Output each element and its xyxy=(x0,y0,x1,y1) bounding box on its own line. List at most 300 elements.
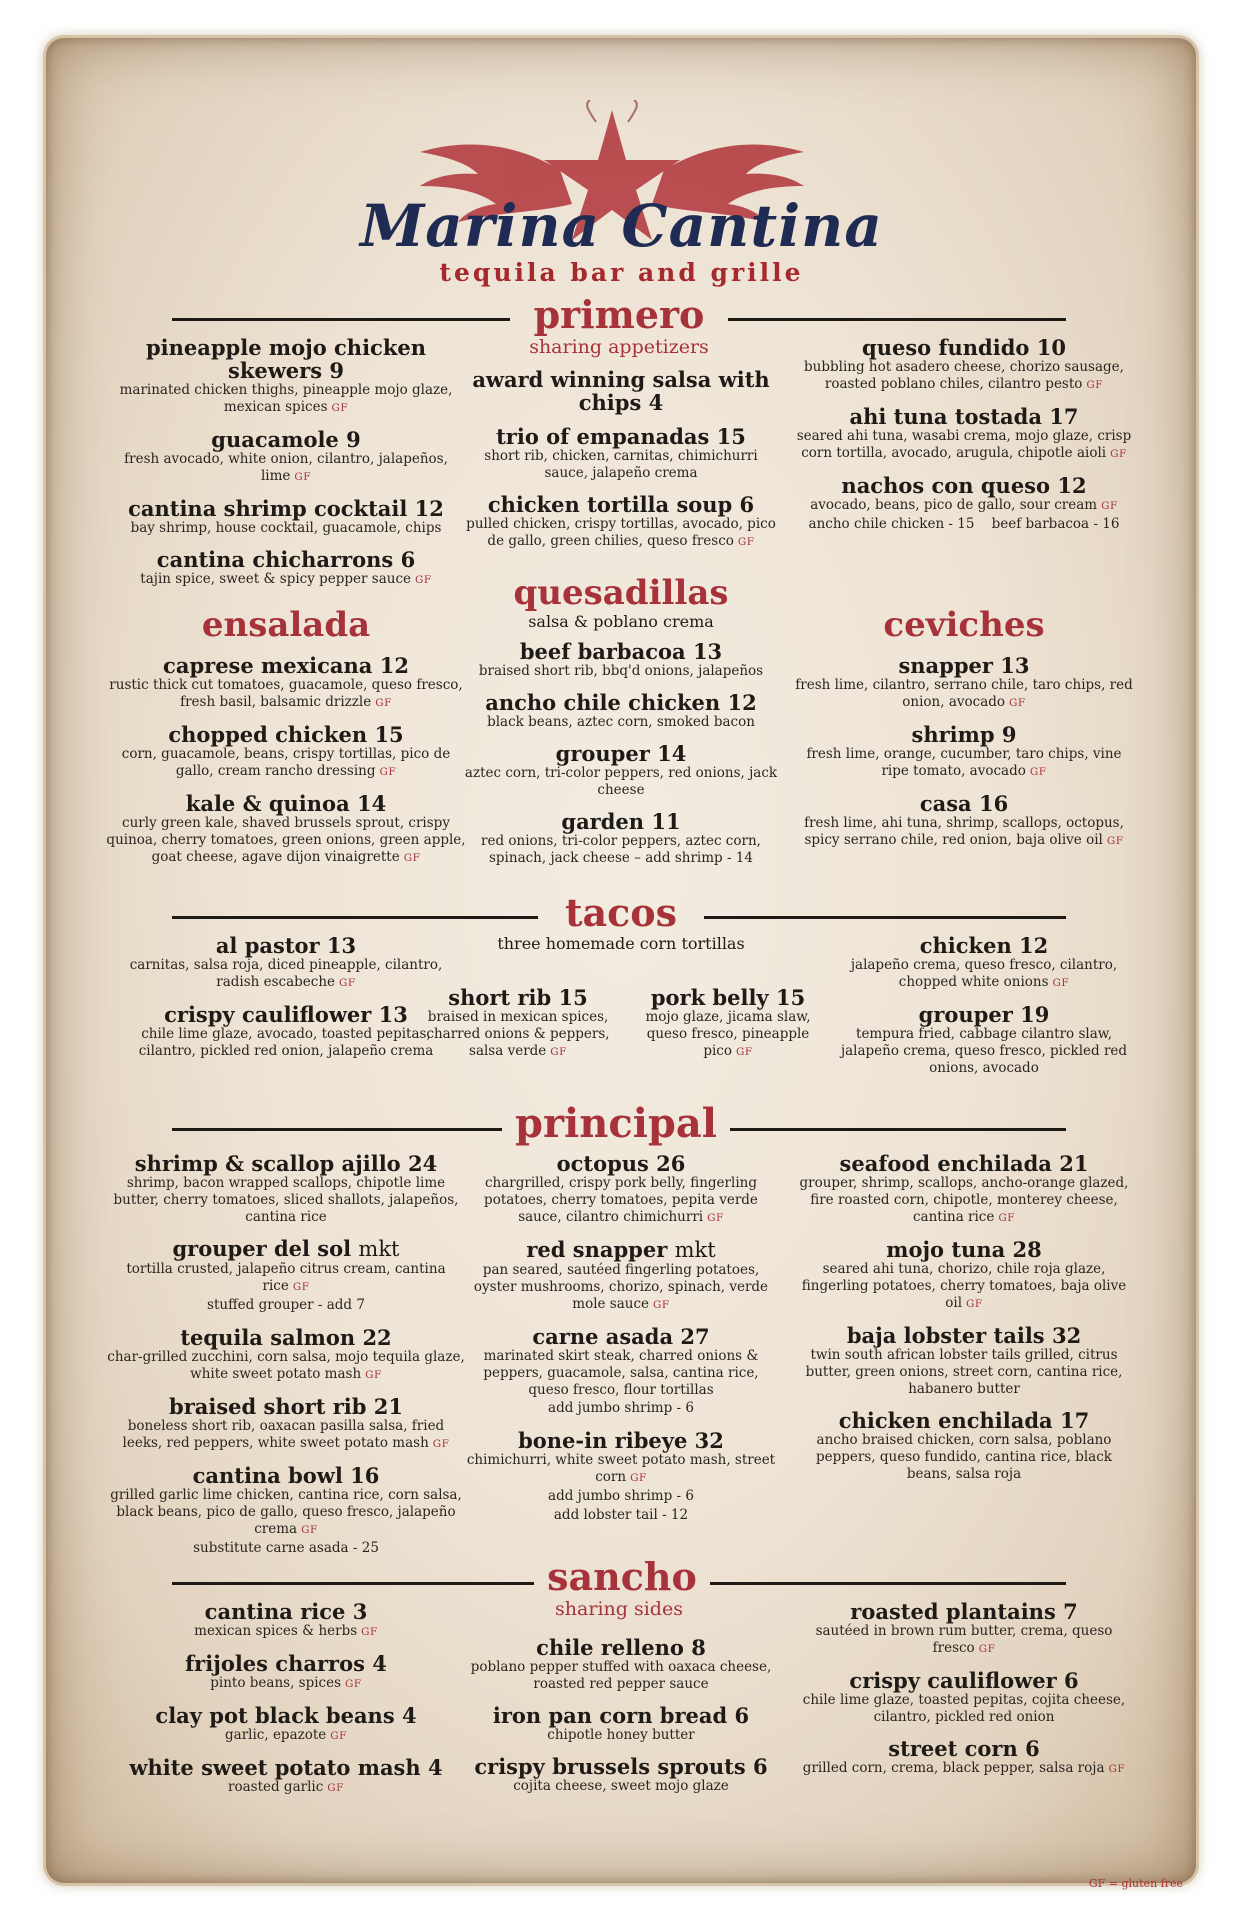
gluten-free-badge: GF xyxy=(345,1678,362,1690)
item-description-text: jalapeño crema, queso fresco, cilantro, chopped white onions xyxy=(850,957,1118,990)
item-name: kale & quinoa xyxy=(185,791,350,816)
gluten-free-badge: GF xyxy=(1009,697,1026,709)
divider-rule xyxy=(172,916,538,919)
item-name-row xyxy=(792,1600,1136,1623)
item-price: 32 xyxy=(1051,1323,1082,1348)
item-name: chopped chicken xyxy=(168,722,368,747)
item-name: queso fundido xyxy=(862,335,1030,360)
item-addon: stuffed grouper - add 7 xyxy=(207,1297,365,1313)
item-price: mkt xyxy=(674,1238,716,1262)
item-description-text: rustic thick cut tomatoes, guacamole, queso fresco, fresh basil, balsamic drizzle xyxy=(109,677,463,710)
item-name-row xyxy=(462,1636,780,1659)
item-name-row xyxy=(792,1324,1136,1347)
divider-rule xyxy=(172,1128,502,1131)
item-description-text: pinto beans, spices xyxy=(210,1675,342,1691)
item-description xyxy=(106,746,466,781)
item-name-row xyxy=(112,428,460,451)
item-price: 6 xyxy=(753,1754,768,1779)
gluten-free-badge: GF xyxy=(379,766,397,778)
menu-item xyxy=(792,1669,1136,1726)
item-name: bone-in ribeye xyxy=(518,1428,688,1453)
item-name: pineapple mojo chicken skewers xyxy=(145,335,427,383)
item-description xyxy=(792,1432,1136,1483)
item-name-row xyxy=(462,1755,780,1778)
item-description xyxy=(792,1175,1136,1227)
item-name: garden xyxy=(561,809,645,834)
menu-item xyxy=(112,934,460,992)
item-name: grouper xyxy=(555,741,650,766)
tacos-left-column xyxy=(112,934,460,1071)
item-price: 16 xyxy=(350,1463,380,1488)
section-subtitle-tacos: three homemade corn tortillas xyxy=(497,934,745,953)
item-name-row xyxy=(112,336,460,382)
item-description xyxy=(106,1487,466,1539)
menu-item xyxy=(792,1600,1136,1658)
menu-item xyxy=(462,1429,780,1525)
gluten-free-badge: GF xyxy=(330,1730,347,1742)
item-description xyxy=(424,1009,612,1061)
sancho-right-column xyxy=(792,1600,1136,1789)
item-name: crispy cauliflower xyxy=(164,1002,372,1027)
item-description xyxy=(106,677,466,712)
item-description-text: mojo glaze, jicama slaw, queso fresco, pineapple pico xyxy=(645,1009,811,1059)
item-name: cantina chicharrons xyxy=(156,547,394,572)
gluten-free-badge: GF xyxy=(361,1626,378,1638)
item-price: 32 xyxy=(694,1428,724,1453)
menu-item xyxy=(792,474,1136,534)
menu-item xyxy=(792,654,1136,712)
item-name-row xyxy=(462,1429,780,1452)
gluten-free-badge: GF xyxy=(737,536,755,548)
principal-left-column xyxy=(106,1152,466,1569)
section-title-ceviches: ceviches xyxy=(883,605,1045,645)
gluten-free-badge: GF xyxy=(327,1782,344,1794)
menu-item xyxy=(112,1704,460,1745)
item-description-text: chile lime glaze, avocado, toasted pepitas, cilantro, pickled red onion, jalapeño crema xyxy=(138,1026,434,1059)
item-name: carne asada xyxy=(532,1324,674,1349)
item-description xyxy=(106,1261,466,1296)
item-name-row xyxy=(462,368,780,414)
item-description-text: shrimp, bacon wrapped scallops, chipotle lime butter, cherry tomatoes, sliced shallots, jalapeños, cantina rice xyxy=(113,1175,459,1225)
sancho-center-column xyxy=(462,1636,780,1806)
item-description-text: boneless short rib, oaxacan pasilla salsa, fried leeks, red peppers, white sweet potato mash xyxy=(122,1418,445,1451)
menu-item xyxy=(106,1395,466,1453)
item-name: al pastor xyxy=(215,933,320,958)
item-name-row xyxy=(112,934,460,957)
menu-item xyxy=(462,1238,780,1314)
gluten-free-badge: GF xyxy=(301,1524,318,1536)
item-price: 13 xyxy=(1000,653,1030,678)
item-price: 6 xyxy=(1025,1736,1040,1761)
item-description xyxy=(462,1348,780,1399)
item-price: 10 xyxy=(1036,335,1066,360)
item-price: 12 xyxy=(1019,933,1049,958)
item-name-row xyxy=(112,497,460,520)
gluten-free-legend: GF = gluten free xyxy=(1088,1877,1183,1890)
section-title-principal: principal xyxy=(515,1100,717,1147)
item-description-text: bubbling hot asadero cheese, chorizo sausage, roasted poblano chiles, cilantro pesto xyxy=(804,359,1124,392)
item-description-text: fresh lime, orange, cucumber, taro chips, vine ripe tomato, avocado xyxy=(806,746,1122,779)
gluten-free-badge: GF xyxy=(978,1643,996,1655)
item-name-row xyxy=(792,405,1136,428)
item-name: chile relleno xyxy=(536,1635,684,1660)
menu-item xyxy=(462,691,780,731)
item-name-row xyxy=(112,1704,460,1727)
menu-item xyxy=(462,640,780,680)
item-price: 3 xyxy=(352,1599,368,1624)
item-price: 9 xyxy=(346,427,361,452)
item-name: award winning salsa with chips xyxy=(472,367,770,415)
item-description-text: ancho braised chicken, corn salsa, poblano peppers, queso fundido, cantina rice, black beans, salsa roja xyxy=(816,1432,1112,1482)
item-name-row xyxy=(106,1464,466,1487)
item-name: pork belly xyxy=(650,985,769,1010)
item-name-row xyxy=(832,934,1136,957)
item-name: octopus xyxy=(556,1151,649,1176)
menu-item xyxy=(792,1737,1136,1778)
gluten-free-badge: GF xyxy=(1052,977,1070,989)
menu-item xyxy=(106,654,466,712)
item-name-row xyxy=(112,1600,460,1623)
item-description xyxy=(112,571,460,589)
divider-rule xyxy=(172,1582,534,1585)
item-description xyxy=(112,1779,460,1797)
item-addon: add jumbo shrimp - 6 xyxy=(548,1488,694,1504)
section-title-tacos: tacos xyxy=(564,890,678,935)
item-description-text: marinated chicken thighs, pineapple mojo glaze, mexican spices xyxy=(119,382,453,415)
menu-item xyxy=(112,1003,460,1060)
item-description xyxy=(792,1692,1136,1726)
item-name: crispy brussels sprouts xyxy=(474,1754,746,1779)
gluten-free-badge: GF xyxy=(735,1046,753,1058)
menu-item xyxy=(106,1464,466,1558)
tacos-right-column xyxy=(832,934,1136,1088)
section-title-primero: primero xyxy=(533,292,705,337)
item-name-row xyxy=(792,336,1136,359)
menu-item xyxy=(462,1755,780,1795)
item-name: shrimp & scallop ajillo xyxy=(134,1151,401,1176)
item-description xyxy=(462,516,780,551)
quesadillas-column xyxy=(462,640,780,878)
item-name-row xyxy=(462,640,780,663)
principal-center-column xyxy=(462,1152,780,1536)
item-name: grouper xyxy=(918,1002,1013,1027)
item-description xyxy=(462,1778,780,1795)
item-name-row xyxy=(792,1669,1136,1692)
item-description xyxy=(462,765,780,799)
divider-rule xyxy=(172,318,510,321)
gluten-free-badge: GF xyxy=(415,574,432,586)
item-name-row xyxy=(462,425,780,448)
sancho-left-column xyxy=(112,1600,460,1808)
item-description-text: chipotle honey butter xyxy=(547,1727,695,1743)
primero-center-column xyxy=(462,368,780,562)
gluten-free-badge: GF xyxy=(550,1046,567,1058)
item-name: cantina shrimp cocktail xyxy=(128,496,408,521)
item-description-text: braised in mexican spices, charred onions & peppers, salsa verde xyxy=(426,1009,610,1059)
divider-rule xyxy=(730,1128,1066,1131)
item-price: 12 xyxy=(414,496,444,521)
item-price: 12 xyxy=(727,690,757,715)
item-description-text: fresh avocado, white onion, cilantro, jalapeños, lime xyxy=(124,451,448,484)
item-addon: add jumbo shrimp - 6 xyxy=(548,1400,694,1416)
item-price: mkt xyxy=(358,1237,400,1261)
item-name: tequila salmon xyxy=(180,1325,356,1350)
gluten-free-badge: GF xyxy=(1108,1763,1126,1775)
menu-item xyxy=(462,810,780,867)
item-description-text: chargrilled, crispy pork belly, fingerling potatoes, cherry tomatoes, pepita verde sauce, cilantro chimichurri xyxy=(484,1175,758,1225)
item-price: 17 xyxy=(1049,404,1079,429)
item-name-row xyxy=(792,1238,1136,1261)
gluten-free-badge: GF xyxy=(365,1369,382,1381)
item-name-row xyxy=(106,723,466,746)
item-description-text: pan seared, sautéed fingerling potatoes, oyster mushrooms, chorizo, spinach, verde mole sauce xyxy=(473,1262,769,1312)
item-price: 16 xyxy=(978,791,1009,816)
item-description xyxy=(832,1026,1136,1077)
item-price: 4 xyxy=(427,1755,443,1780)
item-description-text: roasted garlic xyxy=(228,1779,324,1795)
item-name-row xyxy=(792,1737,1136,1760)
item-price: 21 xyxy=(373,1394,403,1419)
menu-item xyxy=(792,1324,1136,1398)
menu-item xyxy=(792,792,1136,850)
item-description-text: fresh lime, ahi tuna, shrimp, scallops, octopus, spicy serrano chile, red onion, baja olive oil xyxy=(804,815,1124,848)
item-name-row xyxy=(106,1152,466,1175)
item-price: 27 xyxy=(680,1324,710,1349)
item-description xyxy=(832,957,1136,992)
item-name-row xyxy=(462,1704,780,1727)
item-description xyxy=(112,957,460,992)
item-description xyxy=(462,663,780,680)
menu-item xyxy=(462,1152,780,1227)
item-name: braised short rib xyxy=(169,1394,367,1419)
gluten-free-badge: GF xyxy=(1029,766,1047,778)
menu-item xyxy=(832,934,1136,992)
item-description-text: avocado, beans, pico de gallo, sour cream xyxy=(810,497,1098,513)
item-price: 15 xyxy=(374,722,404,747)
item-name: chicken tortilla soup xyxy=(487,492,733,517)
menu-item xyxy=(832,1003,1136,1077)
item-price: 19 xyxy=(1020,1002,1050,1027)
menu-item xyxy=(792,1238,1136,1313)
item-description-text: curly green kale, shaved brussels sprout, crispy quinoa, cherry tomatoes, green onions, green apple, goat cheese, agave dijon vinaigrette xyxy=(106,815,466,865)
item-description xyxy=(792,815,1136,850)
menu-item xyxy=(112,1756,460,1797)
item-price: 9 xyxy=(329,358,344,383)
menu-item xyxy=(462,1325,780,1418)
item-description-text: marinated skirt steak, charred onions & peppers, guacamole, salsa, cantina rice, queso fresco, flour tortillas xyxy=(483,1348,759,1398)
gluten-free-badge: GF xyxy=(1101,500,1118,512)
menu-item xyxy=(462,425,780,482)
item-name: iron pan corn bread xyxy=(492,1703,728,1728)
menu-item xyxy=(106,792,466,867)
item-description xyxy=(462,714,780,731)
ceviches-column xyxy=(792,654,1136,861)
item-description-text: tajin spice, sweet & spicy pepper sauce xyxy=(140,571,412,587)
item-price: 14 xyxy=(657,741,687,766)
item-addon: ancho chile chicken - 15 beef barbacoa - 16 xyxy=(808,516,1120,532)
item-description xyxy=(112,382,460,417)
item-price: 26 xyxy=(656,1151,686,1176)
item-name-row xyxy=(106,654,466,677)
tacos-mid1-column xyxy=(424,986,612,1072)
item-description xyxy=(462,1175,780,1227)
item-name-row xyxy=(792,723,1136,746)
gluten-free-badge: GF xyxy=(339,977,356,989)
item-price: 4 xyxy=(648,390,664,415)
primero-right-column xyxy=(792,336,1136,545)
section-subtitle-quesadillas: salsa & poblano crema xyxy=(528,612,714,631)
item-name: chicken enchilada xyxy=(838,1408,1053,1433)
item-price: 12 xyxy=(1057,473,1087,498)
item-name-row xyxy=(462,742,780,765)
item-description-text: pulled chicken, crispy tortillas, avocado, pico de gallo, green chilies, queso fresco xyxy=(466,516,776,549)
menu-item xyxy=(792,723,1136,781)
gluten-free-badge: GF xyxy=(653,1299,670,1311)
item-description-text: cojita cheese, sweet mojo glaze xyxy=(513,1778,729,1794)
item-price: 22 xyxy=(362,1325,392,1350)
gluten-free-badge: GF xyxy=(292,1281,310,1293)
item-description-text: seared ahi tuna, wasabi crema, mojo glaze, crisp corn tortilla, avocado, arugula, chipotle aioli xyxy=(796,428,1132,461)
item-price: 6 xyxy=(739,492,755,517)
item-price: 17 xyxy=(1059,1408,1090,1433)
item-name: mojo tuna xyxy=(886,1237,1006,1262)
gluten-free-badge: GF xyxy=(1106,835,1124,847)
item-price: 4 xyxy=(372,1651,387,1676)
gluten-free-badge: GF xyxy=(375,697,392,709)
section-title-sancho: sancho xyxy=(547,1554,697,1599)
menu-item xyxy=(112,428,460,486)
item-name: seafood enchilada xyxy=(839,1151,1052,1176)
item-price: 15 xyxy=(716,424,746,449)
divider-rule xyxy=(710,1582,1066,1585)
gluten-free-badge: GF xyxy=(331,402,349,414)
menu-item xyxy=(462,1636,780,1693)
menu-item xyxy=(792,405,1136,463)
item-description xyxy=(792,497,1136,515)
gluten-free-badge: GF xyxy=(998,1212,1016,1224)
item-name-row xyxy=(462,1238,780,1262)
menu-item xyxy=(112,1652,460,1693)
gluten-free-badge: GF xyxy=(1086,379,1104,391)
item-name: white sweet potato mash xyxy=(129,1755,421,1780)
item-name: caprese mexicana xyxy=(163,653,373,678)
item-name-row xyxy=(112,1003,460,1026)
item-name-row xyxy=(792,1409,1136,1432)
item-name-row xyxy=(424,986,612,1009)
item-name-row xyxy=(112,548,460,571)
item-description xyxy=(792,1623,1136,1658)
item-description-text: short rib, chicken, carnitas, chimichurri sauce, jalapeño crema xyxy=(484,448,758,481)
item-price: 6 xyxy=(734,1703,750,1728)
item-name: grouper del sol xyxy=(172,1236,352,1261)
item-description-text: seared ahi tuna, chorizo, chile roja glaze, fingerling potatoes, cherry tomatoes, baja olive oil xyxy=(801,1261,1127,1311)
item-description xyxy=(106,1349,466,1384)
item-name: street corn xyxy=(888,1736,1018,1761)
item-description-text: chimichurri, white sweet potato mash, street corn xyxy=(466,1452,776,1485)
item-description xyxy=(792,1347,1136,1398)
item-description-text: corn, guacamole, beans, crispy tortillas, pico de gallo, cream rancho dressing xyxy=(121,746,451,779)
item-name-row xyxy=(792,474,1136,497)
item-name: cantina bowl xyxy=(192,1463,343,1488)
menu-item xyxy=(462,742,780,799)
menu-item xyxy=(462,368,780,414)
item-price: 28 xyxy=(1012,1237,1042,1262)
item-description-text: red onions, tri-color peppers, aztec corn, spinach, jack cheese – add shrimp - 14 xyxy=(481,833,761,866)
item-price: 13 xyxy=(692,639,723,664)
item-name-row xyxy=(792,654,1136,677)
divider-rule xyxy=(704,916,1066,919)
gluten-free-badge: GF xyxy=(294,471,312,483)
item-description-text: char-grilled zucchini, corn salsa, mojo tequila glaze, white sweet potato mash xyxy=(107,1349,465,1382)
divider-rule xyxy=(728,318,1066,321)
item-description xyxy=(792,359,1136,394)
item-description xyxy=(462,1727,780,1744)
item-description xyxy=(112,1026,460,1060)
item-name-row xyxy=(106,1237,466,1261)
item-description-text: tempura fried, cabbage cilantro slaw, jalapeño crema, queso fresco, pickled red onions, avocado xyxy=(840,1026,1128,1076)
gluten-free-badge: GF xyxy=(966,1298,983,1310)
menu-item xyxy=(112,548,460,589)
item-description xyxy=(462,1659,780,1693)
item-name: cantina rice xyxy=(204,1599,346,1624)
item-name-row xyxy=(462,1325,780,1348)
menu-item xyxy=(112,336,460,417)
menu-item xyxy=(424,986,612,1061)
menu-item xyxy=(634,986,822,1061)
item-description xyxy=(792,428,1136,463)
item-description xyxy=(112,1623,460,1641)
item-name: ahi tuna tostada xyxy=(849,404,1042,429)
item-addon: add lobster tail - 12 xyxy=(553,1507,689,1523)
item-name: chicken xyxy=(919,933,1012,958)
item-description-text: braised short rib, bbq'd onions, jalapeños xyxy=(478,663,764,679)
item-description xyxy=(112,520,460,537)
gluten-free-badge: GF xyxy=(707,1212,724,1224)
item-name-row xyxy=(112,1652,460,1675)
item-description-text: grouper, shrimp, scallops, ancho-orange glazed, fire roasted corn, chipotle, monterey cheese, cantina rice xyxy=(799,1175,1129,1225)
item-description-text: mexican spices & herbs xyxy=(194,1623,358,1639)
item-description-text: black beans, aztec corn, smoked bacon xyxy=(487,714,755,730)
item-name: baja lobster tails xyxy=(846,1323,1045,1348)
item-name: shrimp xyxy=(911,722,995,747)
item-name: nachos con queso xyxy=(841,473,1051,498)
item-price: 4 xyxy=(401,1703,417,1728)
item-description xyxy=(792,1261,1136,1313)
menu-item xyxy=(106,1152,466,1226)
item-description xyxy=(462,1452,780,1487)
item-description xyxy=(112,1727,460,1745)
menu-item xyxy=(112,497,460,537)
menu-item xyxy=(106,723,466,781)
item-description-text: tortilla crusted, jalapeño citrus cream, cantina rice xyxy=(126,1261,446,1294)
item-name-row xyxy=(106,792,466,815)
item-description xyxy=(112,451,460,486)
item-name: roasted plantains xyxy=(850,1599,1056,1624)
item-name: guacamole xyxy=(211,427,339,452)
item-name: red snapper xyxy=(526,1237,668,1262)
item-price: 9 xyxy=(1001,722,1017,747)
gluten-free-badge: GF xyxy=(403,852,421,864)
item-description-text: fresh lime, cilantro, serrano chile, taro chips, red onion, avocado xyxy=(795,677,1133,710)
item-name-row xyxy=(634,986,822,1009)
item-description xyxy=(792,677,1136,712)
item-price: 13 xyxy=(326,933,357,958)
item-price: 13 xyxy=(378,1002,408,1027)
primero-left-column xyxy=(112,336,460,600)
menu-item xyxy=(462,493,780,551)
item-name-row xyxy=(832,1003,1136,1026)
item-name: casa xyxy=(919,791,972,816)
